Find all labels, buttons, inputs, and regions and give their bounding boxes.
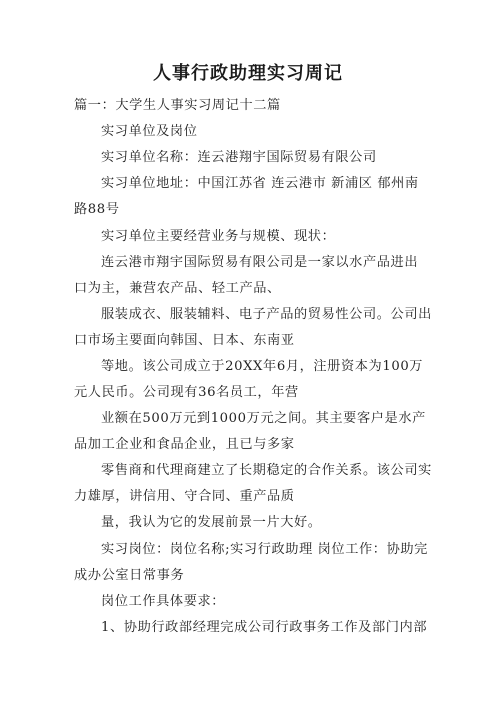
text-line: 实习岗位：岗位名称;实习行政助理 岗位工作：协助完 <box>101 542 428 557</box>
text-line: 岗位工作具体要求： <box>101 594 226 609</box>
text-line: 成办公室日常事务 <box>74 568 185 583</box>
text-line: 连云港市翔宇国际贸易有限公司是一家以水产品进出 <box>101 255 419 270</box>
text-line: 品加工企业和食品企业，且已与多家 <box>74 437 295 452</box>
text-line: 量，我认为它的发展前景一片大好。 <box>101 515 322 530</box>
text-line: 实习单位及岗位 <box>101 124 198 139</box>
text-line: 等地。该公司成立于20XX年6月，注册资本为100万 <box>101 359 424 374</box>
text-line: 口为主，兼营农产品、轻工产品、 <box>74 281 281 296</box>
text-line: 实习单位地址：中国江苏省 连云港市 新浦区 郁州南 <box>101 176 419 191</box>
text-line: 实习单位主要经营业务与规模、现状： <box>101 229 336 244</box>
text-line: 实习单位名称：连云港翔宇国际贸易有限公司 <box>101 150 377 165</box>
text-line: 1、协助行政部经理完成公司行政事务工作及部门内部 <box>101 620 428 635</box>
text-line: 力雄厚，讲信用、守合同、重产品质 <box>74 489 295 504</box>
text-line: 服装成衣、服装辅料、电子产品的贸易性公司。公司出 <box>101 307 432 322</box>
text-line: 路88号 <box>74 202 120 217</box>
text-line: 篇一：大学生人事实习周记十二篇 <box>74 98 281 113</box>
text-line: 业额在500万元到1000万元之间。其主要客户是水产 <box>101 411 426 426</box>
document-title: 人事行政助理实习周记 <box>153 63 343 84</box>
text-line: 口市场主要面向韩国、日本、东南亚 <box>74 333 295 348</box>
text-line: 元人民币。公司现有36名员工，年营 <box>74 385 299 400</box>
text-line: 零售商和代理商建立了长期稳定的合作关系。该公司实 <box>101 463 432 478</box>
